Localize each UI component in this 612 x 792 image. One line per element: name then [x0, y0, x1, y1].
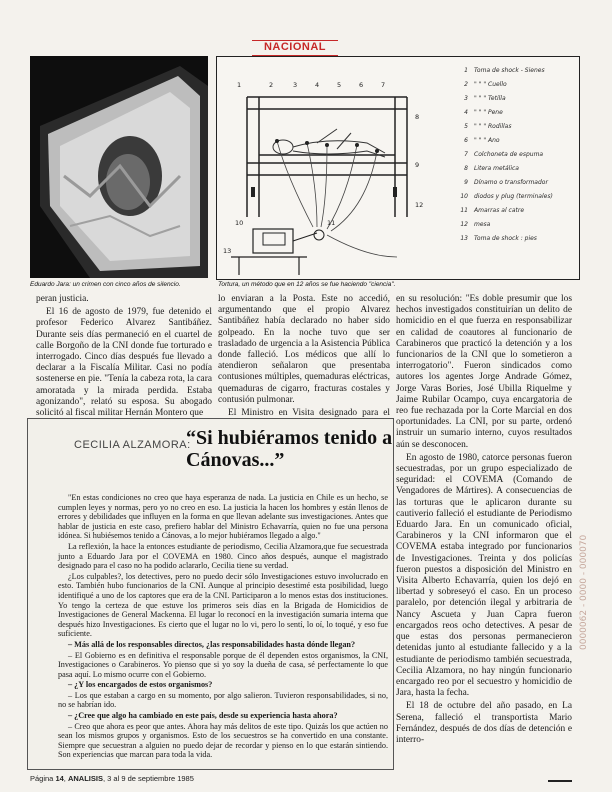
legend-item: 9 Dínamo o transformador — [464, 179, 548, 186]
issue-dates: 3 al 9 de septiembre 1985 — [107, 774, 194, 783]
box-question: – ¿Cree que algo ha cambiado en este país, desde su experiencia hasta ahora? — [68, 711, 338, 721]
paragraph: En agosto de 1980, catorce personas fueron secuestradas, por un grupo especializado de seguridad: el COVEMA (Comando de Vengadores de Mártires). A consecuencias de las torturas que le aplicaron durante su cautiverio falleció el estudiante de Periodismo Eduardo Jara. En un comunicado oficial, Carabineros y la CNI informaron que el COVEMA estaba integrado por funcionarios de Investigaciones. Treinta y dos policías fueron puestos a disposición del Ministro en Visita Alberto Echavarría, quien los dejó en libertad y sobreseyó el caso. En un proceso paralelo, por detención ilegal y arbitraria de Nancy Ascueta y Juan Capra fueron encargados reos ocho detectives. A pesar de que estas dos personas permanecieron detenidas junto al estudiante fallecido y a la estudiante de periodismo también secuestrada, Cecilia Alzamora, no hay ningún funcionario encargado reo por el secuestro y homicidio de Jara, hasta la fecha. — [396, 452, 572, 699]
diagram-number: 9 — [415, 161, 420, 169]
diagram-number: 1 — [237, 81, 242, 89]
box-body — [58, 493, 388, 761]
page-footer: Página 14, ANALISIS, 3 al 9 de septiembre 1985 — [30, 774, 194, 783]
box-title: “Si hubiéramos tenido a Cánovas...” — [186, 427, 393, 471]
archive-stamp: 0000062 - 0000 - 000070 — [579, 534, 589, 650]
diagram-number: 11 — [327, 219, 336, 227]
end-mark — [548, 770, 572, 782]
publication-name: ANALISIS — [67, 774, 103, 783]
diagram-number: 6 — [359, 81, 364, 89]
legend-item: 8 Litera metálica — [464, 165, 519, 172]
diagram-number: 12 — [415, 201, 424, 209]
page-label: Página — [30, 774, 54, 783]
article-column-right — [396, 294, 572, 748]
box-paragraph: – El Gobierno es en definitiva el responsable porque de él dependen estos organismos, la CNI, Investigaciones o Carabineros. Yo pienso que si yo soy la dueña de casa, sé perfectamente lo que pasa aquí. Lo mismo ocurre con el Gobierno. — [58, 650, 388, 679]
diagram-number: 2 — [269, 81, 274, 89]
diagram-number: 4 — [315, 81, 320, 89]
legend-item: 3 " " " Tetilla — [464, 95, 506, 102]
diagram-number: 7 — [381, 81, 386, 89]
box-paragraph: La reflexión, la hace la entonces estudiante de periodismo, Cecilia Alzamora,que fue secuestrada junto a Eduardo Jara por el COVEMA en 1980. Cinco años después, aunque el magistrado designado para el caso no ha podido aclararlo, Cecilia tiene su verdad. — [58, 541, 388, 571]
diagram-number: 13 — [223, 247, 232, 255]
box-author: CECILIA ALZAMORA: — [74, 439, 191, 451]
article-column-middle — [218, 294, 390, 432]
article-column-left — [36, 294, 212, 421]
diagram-legend — [456, 64, 576, 246]
paragraph: El Ministro en Visita designado para el — [228, 408, 390, 419]
diagram-number: 3 — [293, 81, 298, 89]
legend-item: 1 Toma de shock - Sienes — [464, 67, 545, 74]
box-paragraph: – Creo que ahora es peor que antes. Ahora hay más delitos de este tipo. Quizás los que actúen no sean los mismos grupos y organismos. Esto de los secuestros se ha convertido en una constante. Siempre que secuestran a alguien no puedo dejar de recordar y pienso en lo que estarán sintiendo. Son experiencias que marcan para toda la vida. — [58, 721, 388, 760]
diagram-number: 5 — [337, 81, 342, 89]
paragraph: El 18 de octubre del año pasado, en La Serena, falleció el transportista Mario Fernández, después de dos días de detención e interro- — [396, 701, 572, 745]
section-label: NACIONAL — [252, 40, 338, 56]
box-question: – Más allá de los responsables directos, ¿las responsabilidades hasta dónde llegan? — [68, 639, 356, 649]
box-header — [36, 425, 393, 473]
box-paragraph: ¿Los culpables?, los detectives, pero no puedo decir sólo Investigaciones estuvo involucrado en esto. También hubo funcionarios de la CNI. Aunque al principio desestimé esta posibilidad, luego identifiqué a uno de los captores que era de la CNI. Participaron a lo menos estas dos instituciones. Yo tengo la certeza de que estuve los primeros seis días en la Brigada de Homicidios de Investigaciones de General Mackenna. El lugar lo reconocí en la investigación sumaria interna que después hizo Investigaciones. Es cierto que el lugar no lo vi, pero lo sentí, lo oí, lo toqué, y eso fue suficiente. — [58, 571, 388, 639]
box-question: – ¿Y los encargados de estos organismos? — [68, 680, 213, 690]
paragraph: El 16 de agosto de 1979, fue detenido el profesor Federico Alvarez Santibáñez. Durante seis días permaneció en el cuartel de calle Borgoño de la CNI donde fue torturado e interrogado. Cinco días después fue llevado a declarar a la Fiscalía Militar. Casi no podía sostenerse en pie. "Tenía la cabeza rota, la cara amoratada y la mirada perdida. Estaba agonizando", relató su esposa. Su abogado solicitó al fiscal militar Hernán Montero que — [36, 307, 212, 419]
diagram-number: 8 — [415, 113, 420, 121]
legend-item: 6 " " " Ano — [464, 137, 500, 144]
diagram-caption: Tortura, un método que en 12 años se fue haciendo "ciencia". — [218, 281, 396, 288]
paragraph: en su resolución: "Es doble presumir que los hechos investigados constituirían un delito de homicidio en el que fuerza en responsabilizar en calidad de coautores al funcionario de Carabineros que practicó la detención y a los funcionarios de la CNI que lo sometieron a interrogatorio". Fueron sindicados como autores los agentes Jorge Andrade Gómez, Jorge Varas Bories, José Ubilla Riquelme y Jaime Rubilar Ocampo, cuya encargatoria de reo fue rechazada por la Corte Marcial en dos oportunidades. La CNI, por su parte, ordenó instruir un sumario interno, cuyos resultados aún se desconocen. — [396, 294, 572, 450]
legend-item: 2 " " " Cuello — [464, 81, 507, 88]
photo — [30, 56, 208, 278]
legend-item: 10 diodos y plug (terminales) — [460, 193, 553, 200]
interview-box — [27, 418, 394, 770]
legend-item: 5 " " " Rodillas — [464, 123, 512, 130]
legend-item: 4 " " " Pene — [464, 109, 503, 116]
box-paragraph: – Los que estaban a cargo en su momento, por algo salieron. Tuvieron responsabilidades, si no, no se habrían ido. — [58, 690, 388, 710]
paragraph: lo enviaran a la Posta. Este no accedió, argumentando que el propio Alvarez Santibáñez había declarado no haber sido golpeado. En la noche tuvo que ser trasladado de urgencia a la Asistencia Pública donde falleció. Los médicos que allí lo atendieron señalaron que presentaba contusiones múltiples, quemaduras eléctricas, quemaduras de cigarro, fracturas costales y contusión pulmonar. — [218, 294, 390, 405]
photo-caption: Eduardo Jara: un crimen con cinco años de silencio. — [30, 281, 181, 288]
legend-item: 7 Colchoneta de espuma — [464, 151, 544, 158]
page-number: 14 — [55, 774, 64, 783]
legend-item: 12 mesa — [460, 221, 491, 228]
paragraph: peran justicia. — [36, 294, 89, 304]
legend-item: 13 Toma de shock : pies — [460, 235, 537, 242]
box-paragraph: "En estas condiciones no creo que haya esperanza de nada. La justicia en Chile es un hecho, se cumplen leyes y normas, pero yo no creo en eso. La justicia la hacen los hombres y están llenos de errores y debilidades que influyen en la forma en que llevan adelante sus investigaciones. Antes que hablar de justicia en este caso, prefiero hablar del Ministro Echavarría, quien no fue una persona idónea. Si hubiésemos tenido a Cánovas, a lo mejor hubiéramos llegado a algo." — [58, 493, 388, 541]
coffin-photo — [30, 56, 208, 278]
diagram-number: 10 — [235, 219, 244, 227]
legend-item: 11 Amarras al catre — [460, 207, 525, 214]
